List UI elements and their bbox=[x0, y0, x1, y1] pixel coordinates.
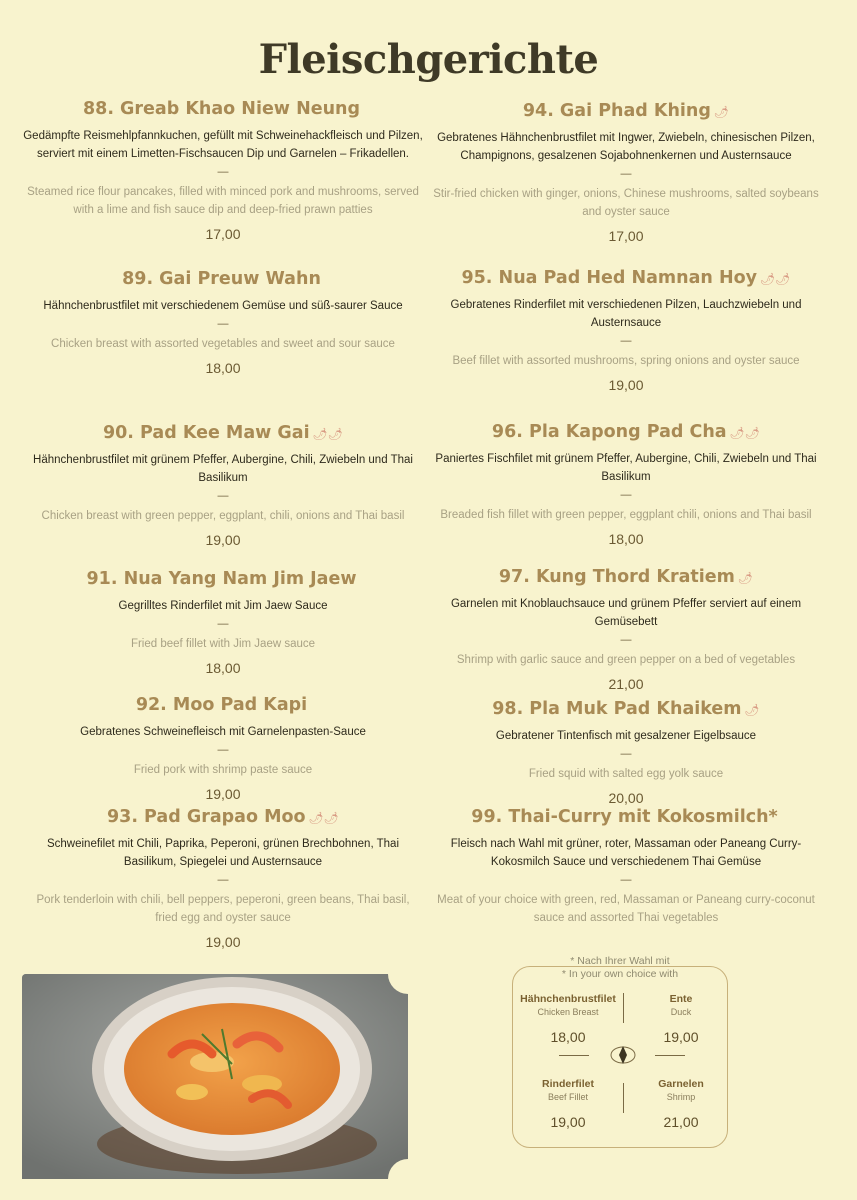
item-description-de: Hähnchenbrustfilet mit verschiedenem Gemüse und süß-saurer Sauce bbox=[43, 300, 403, 312]
item-description-de: Schweinefilet mit Chili, Paprika, Peperoni, grünen Brechbohnen, Thai Basilikum, Spiegelei und Austernsauce bbox=[46, 838, 399, 868]
item-title: 99. Thai-Curry mit Kokosmilch* bbox=[471, 807, 778, 827]
chili-icon: 🌶 bbox=[744, 703, 760, 717]
menu-item bbox=[421, 100, 831, 245]
item-description-de: Fleisch nach Wahl mit grüner, roter, Massaman oder Paneang Curry-Kokosmilch Sauce und verschiedenem Thai Gemüse bbox=[450, 838, 802, 868]
divider: — bbox=[217, 166, 229, 178]
item-description-de: Gegrilltes Rinderfilet mit Jim Jaew Sauce bbox=[118, 600, 328, 612]
divider: — bbox=[620, 874, 632, 886]
item-description-en: Breaded fish fillet with green pepper, eggplant chili, onions and Thai basil bbox=[440, 509, 812, 521]
chili-icon: 🌶🌶 bbox=[308, 811, 340, 825]
option-chicken: Hähnchenbrustfilet Chicken Breast 18,00 bbox=[520, 993, 616, 1045]
item-title: 97. Kung Thord Kratiem 🌶 bbox=[498, 567, 754, 587]
page-title: Fleischgerichte bbox=[258, 36, 599, 83]
divider: — bbox=[620, 168, 632, 180]
item-price: 19,00 bbox=[205, 532, 241, 548]
option-duck: Ente Duck 19,00 bbox=[663, 993, 699, 1045]
divider: — bbox=[620, 634, 632, 646]
item-price: 18,00 bbox=[205, 660, 241, 676]
item-description-de: Paniertes Fischfilet mit grünem Pfeffer, Aubergine, Chili, Zwiebeln und Thai Basilikum bbox=[435, 453, 817, 483]
chili-icon: 🌶🌶 bbox=[729, 426, 761, 440]
menu-item bbox=[18, 568, 428, 677]
item-description-de: Gebratenes Schweinefleisch mit Garnelenpasten-Sauce bbox=[80, 726, 366, 738]
menu-item bbox=[18, 268, 428, 377]
item-description-en: Fried squid with salted egg yolk sauce bbox=[528, 768, 724, 780]
item-title: 95. Nua Pad Hed Namnan Hoy 🌶🌶 bbox=[461, 268, 791, 288]
divider: — bbox=[217, 318, 229, 330]
chili-icon: 🌶🌶 bbox=[760, 272, 791, 286]
divider-line bbox=[623, 993, 624, 1023]
item-description-de: Gebratener Tintenfisch mit gesalzener Eigelbsauce bbox=[495, 730, 757, 742]
item-price: 21,00 bbox=[608, 676, 644, 692]
item-description-en: Shrimp with garlic sauce and green pepper on a bed of vegetables bbox=[456, 654, 796, 666]
item-description-de: Garnelen mit Knoblauchsauce und grünem Pfeffer serviert auf einem Gemüsebett bbox=[450, 598, 802, 628]
menu-item bbox=[421, 566, 831, 693]
item-price: 19,00 bbox=[205, 786, 241, 802]
divider: — bbox=[620, 748, 632, 760]
menu-item bbox=[18, 98, 428, 243]
menu-item bbox=[421, 267, 831, 394]
menu-item bbox=[421, 421, 831, 548]
item-title: 91. Nua Yang Nam Jim Jaew bbox=[86, 569, 357, 589]
item-title: 94. Gai Phad Khing 🌶 bbox=[522, 101, 730, 121]
divider-line bbox=[559, 1055, 589, 1056]
option-beef: Rinderfilet Beef Fillet 19,00 bbox=[542, 1078, 594, 1130]
item-price: 17,00 bbox=[608, 228, 644, 244]
item-description-en: Pork tenderloin with chili, bell peppers, peperoni, green beans, Thai basil, fried egg and oyster sauce bbox=[36, 894, 410, 924]
divider: — bbox=[217, 874, 229, 886]
chili-icon: 🌶 bbox=[737, 571, 754, 585]
item-title: 98. Pla Muk Pad Khaikem 🌶 bbox=[492, 699, 760, 719]
item-price: 17,00 bbox=[205, 226, 241, 242]
menu-item bbox=[18, 694, 428, 803]
item-description-de: Gedämpfte Reismehlpfannkuchen, gefüllt mit Schweinehackfleisch und Pilzen, serviert mit einem Limetten-Fischsaucen Dip und Garnelen – Frikadellen. bbox=[23, 130, 423, 160]
menu-item bbox=[421, 806, 831, 927]
chili-icon: 🌶 bbox=[713, 105, 730, 119]
item-title: 88. Greab Khao Niew Neung bbox=[82, 99, 361, 119]
food-photo bbox=[22, 974, 408, 1179]
item-price: 18,00 bbox=[608, 531, 644, 547]
item-price: 19,00 bbox=[608, 377, 644, 393]
item-description-de: Hähnchenbrustfilet mit grünem Pfeffer, Aubergine, Chili, Zwiebeln und Thai Basilikum bbox=[33, 454, 413, 484]
item-description-de: Gebratenes Rinderfilet mit verschiedenen Pilzen, Lauchzwiebeln und Austernsauce bbox=[450, 299, 802, 329]
menu-item bbox=[18, 806, 428, 951]
item-price: 18,00 bbox=[205, 360, 241, 376]
item-title: 93. Pad Grapao Moo 🌶🌶 bbox=[106, 807, 340, 827]
item-description-en: Chicken breast with green pepper, eggplant, chili, onions and Thai basil bbox=[41, 510, 405, 522]
curry-bowl-illustration bbox=[22, 974, 408, 1179]
item-description-en: Stir-fried chicken with ginger, onions, Chinese mushrooms, salted soybeans and oyster sauce bbox=[433, 188, 819, 218]
item-description-en: Fried beef fillet with Jim Jaew sauce bbox=[130, 638, 316, 650]
meat-options-box bbox=[512, 966, 728, 1148]
item-title: 92. Moo Pad Kapi bbox=[135, 695, 308, 715]
item-description-en: Steamed rice flour pancakes, filled with minced pork and mushrooms, served with a lime and fish sauce dip and deep-fried prawn patties bbox=[27, 186, 419, 216]
item-description-en: Beef fillet with assorted mushrooms, spring onions and oyster sauce bbox=[452, 355, 800, 367]
item-title: 89. Gai Preuw Wahn bbox=[122, 269, 321, 289]
chili-icon: 🌶🌶 bbox=[312, 427, 344, 441]
option-note-de: * Nach Ihrer Wahl mit bbox=[570, 955, 670, 967]
divider: — bbox=[217, 490, 229, 502]
item-title: 96. Pla Kapong Pad Cha 🌶🌶 bbox=[491, 422, 761, 442]
ornament-icon bbox=[610, 1043, 636, 1067]
item-title: 90. Pad Kee Maw Gai 🌶🌶 bbox=[102, 423, 344, 443]
divider: — bbox=[217, 618, 229, 630]
divider-line bbox=[655, 1055, 685, 1056]
divider-line bbox=[623, 1083, 624, 1113]
option-shrimp: Garnelen Shrimp 21,00 bbox=[658, 1078, 704, 1130]
item-description-en: Meat of your choice with green, red, Massaman or Paneang curry-coconut sauce and assorted Thai vegetables bbox=[437, 894, 815, 924]
divider: — bbox=[217, 744, 229, 756]
menu-item bbox=[18, 422, 428, 549]
item-price: 20,00 bbox=[608, 790, 644, 806]
item-price: 19,00 bbox=[205, 934, 241, 950]
divider: — bbox=[620, 489, 632, 501]
menu-item bbox=[421, 698, 831, 807]
option-note-en: * In your own choice with bbox=[561, 968, 679, 980]
item-description-en: Fried pork with shrimp paste sauce bbox=[133, 764, 313, 776]
divider: — bbox=[620, 335, 632, 347]
item-description-de: Gebratenes Hähnchenbrustfilet mit Ingwer, Zwiebeln, chinesischen Pilzen, Champignons, gesalzenen Sojabohnenkernen und Austernsauce bbox=[437, 132, 815, 162]
item-description-en: Chicken breast with assorted vegetables and sweet and sour sauce bbox=[51, 338, 395, 350]
